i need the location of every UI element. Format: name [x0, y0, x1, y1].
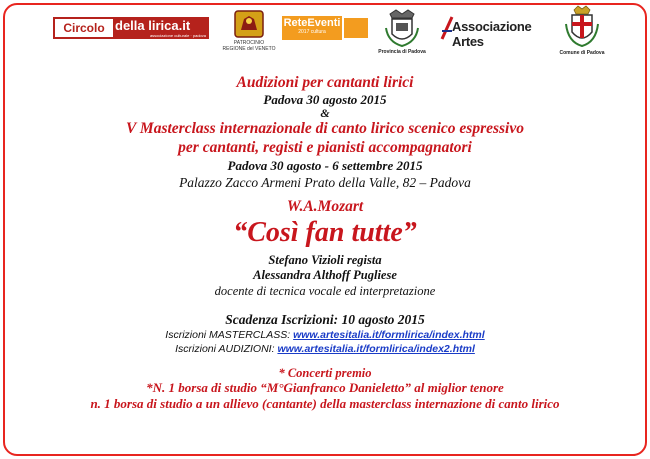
provincia-crest-icon	[382, 6, 422, 48]
audition-registration-link[interactable]: www.artesitalia.it/formlirica/index2.html	[277, 343, 475, 355]
regione-veneto-logo	[222, 10, 276, 52]
comune-di-padova-logo	[560, 4, 604, 56]
associazione-artes-logo[interactable]	[440, 15, 548, 49]
masterclass-registration-link[interactable]: www.artesitalia.it/formlirica/index.html	[293, 329, 485, 341]
provincia-caption: Provincia di Padova	[378, 49, 426, 55]
lion-of-venice-icon	[234, 10, 264, 38]
reteventi-sub: 2017 cultura	[298, 29, 326, 35]
composer: W.A.Mozart	[286, 198, 364, 215]
announcement	[0, 73, 650, 412]
circolo-della-lirica-logo[interactable]	[53, 17, 209, 39]
masterclass-registration-label: Iscrizioni MASTERCLASS:	[165, 329, 291, 341]
venue: Palazzo Zacco Armeni Prato della Valle, 82 – Padova	[179, 175, 471, 190]
artes-name: Associazione Artes	[452, 19, 532, 49]
circolo-tagline: associazione culturale · padova	[149, 33, 206, 38]
audition-title: Audizioni per cantanti lirici	[236, 74, 414, 91]
masterclass-title: V Masterclass internazionale di canto lirico scenico espressivo	[126, 120, 524, 137]
prize-scholarship-1: *N. 1 borsa di studio “M°Gianfranco Danieletto” al miglior tenore	[146, 380, 504, 395]
circolo-brand-b: della lirica.it	[115, 18, 191, 33]
concerts-note: * Concerti premio	[278, 366, 372, 380]
logo-strip	[0, 0, 650, 60]
reteventi-brand: ReteEventi	[282, 16, 342, 40]
comune-shield-icon	[560, 4, 604, 48]
vocal-coach: Alessandra Althoff Pugliese	[253, 268, 397, 282]
masterclass-dates: Padova 30 agosto - 6 settembre 2015	[227, 158, 423, 173]
masterclass-subtitle: per cantanti, registi e pianisti accompagnatori	[178, 139, 472, 156]
audition-registration	[0, 342, 650, 356]
circolo-brand-a: Circolo	[55, 19, 113, 37]
registration-deadline: Scadenza Iscrizioni: 10 agosto 2015	[225, 312, 425, 327]
audition-date: Padova 30 agosto 2015	[263, 92, 387, 107]
prize-scholarship-2: n. 1 borsa di studio a un allievo (cantante) della masterclass internazione di canto lirico	[90, 396, 560, 411]
reteventi-logo	[282, 16, 368, 40]
opera-title: “Così fan tutte”	[233, 217, 417, 248]
director: Stefano Vizioli regista	[268, 253, 382, 267]
reteventi-badge-icon	[344, 18, 368, 38]
ampersand: &	[320, 106, 330, 120]
vocal-coach-role: docente di tecnica vocale ed interpretazione	[214, 284, 436, 298]
comune-caption: Comune di Padova	[559, 50, 605, 56]
masterclass-registration	[0, 328, 650, 342]
provincia-di-padova-logo	[378, 6, 426, 56]
veneto-caption: PATROCINIO REGIONE del VENETO	[222, 40, 276, 52]
audition-registration-label: Iscrizioni AUDIZIONI:	[175, 343, 275, 355]
